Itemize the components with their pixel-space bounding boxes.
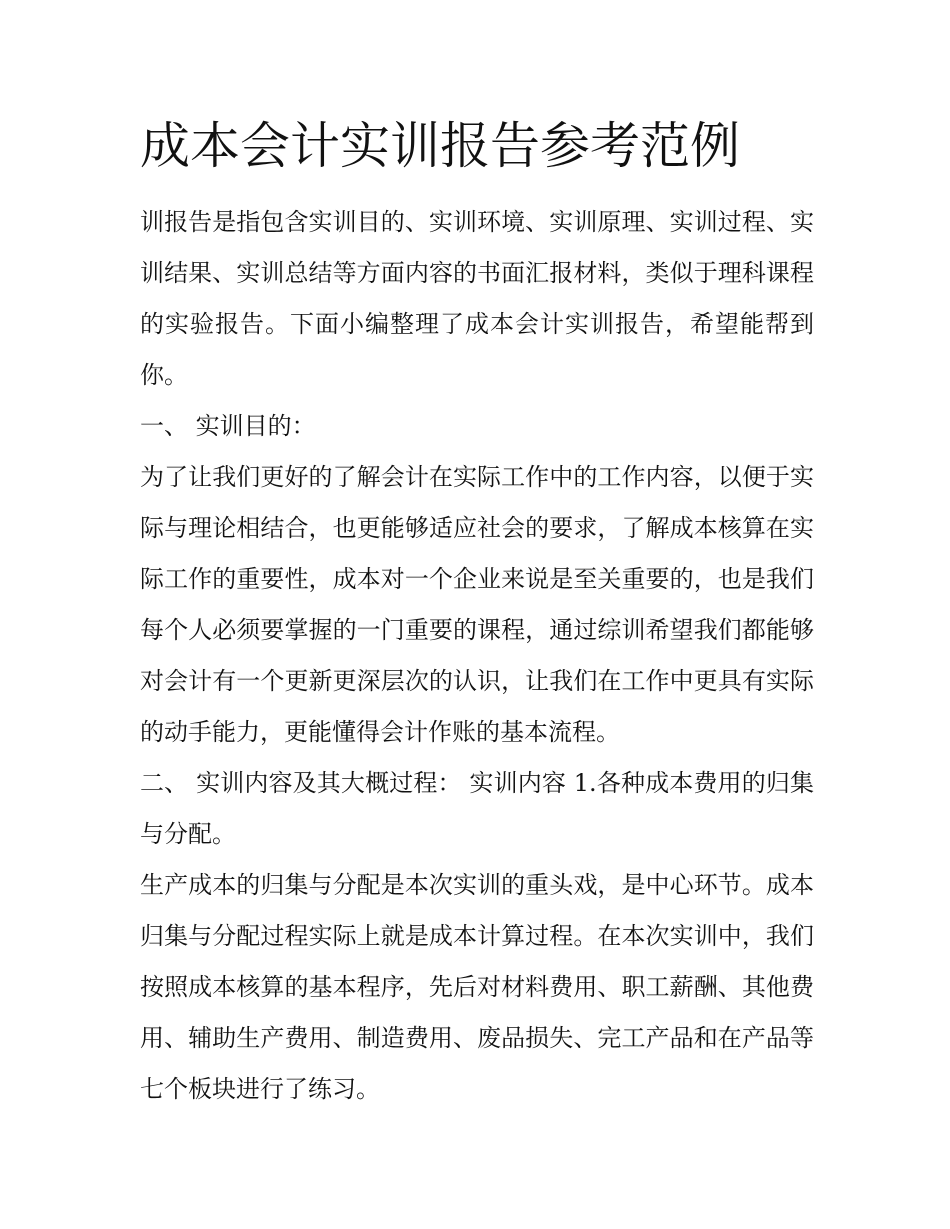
content-paragraph: 生产成本的归集与分配是本次实训的重头戏，是中心环节。成本归集与分配过程实际上就是成本计算过程。在本次实训中，我们按照成本核算的基本程序，先后对材料费用、职工薪酬、其他费用、辅助生产费用、制造费用、废品损失、完工产品和在产品等七个板块进行了练习。 xyxy=(140,871,814,1103)
document-title: 成本会计实训报告参考范例 xyxy=(140,117,740,175)
section-heading-objective: 一、 实训目的： xyxy=(140,412,316,440)
objective-paragraph: 为了让我们更好的了解会计在实际工作中的工作内容，以便于实际与理论相结合，也更能够适应社会的要求，了解成本核算在实际工作的重要性，成本对一个企业来说是至关重要的，也是我们每个人必须要掌握的一门重要的课程，通过综训希望我们都能够对会计有一个更新更深层次的认识，让我们在工作中更具有实际的动手能力，更能懂得会计作账的基本流程。 xyxy=(140,463,814,746)
intro-paragraph: 训报告是指包含实训目的、实训环境、实训原理、实训过程、实训结果、实训总结等方面内容的书面汇报材料，类似于理科课程的实验报告。下面小编整理了成本会计实训报告，希望能帮到你。 xyxy=(140,208,814,389)
document-body xyxy=(140,197,814,1115)
section-heading-content: 二、 实训内容及其大概过程： 实训内容 1.各种成本费用的归集与分配。 xyxy=(140,769,814,848)
